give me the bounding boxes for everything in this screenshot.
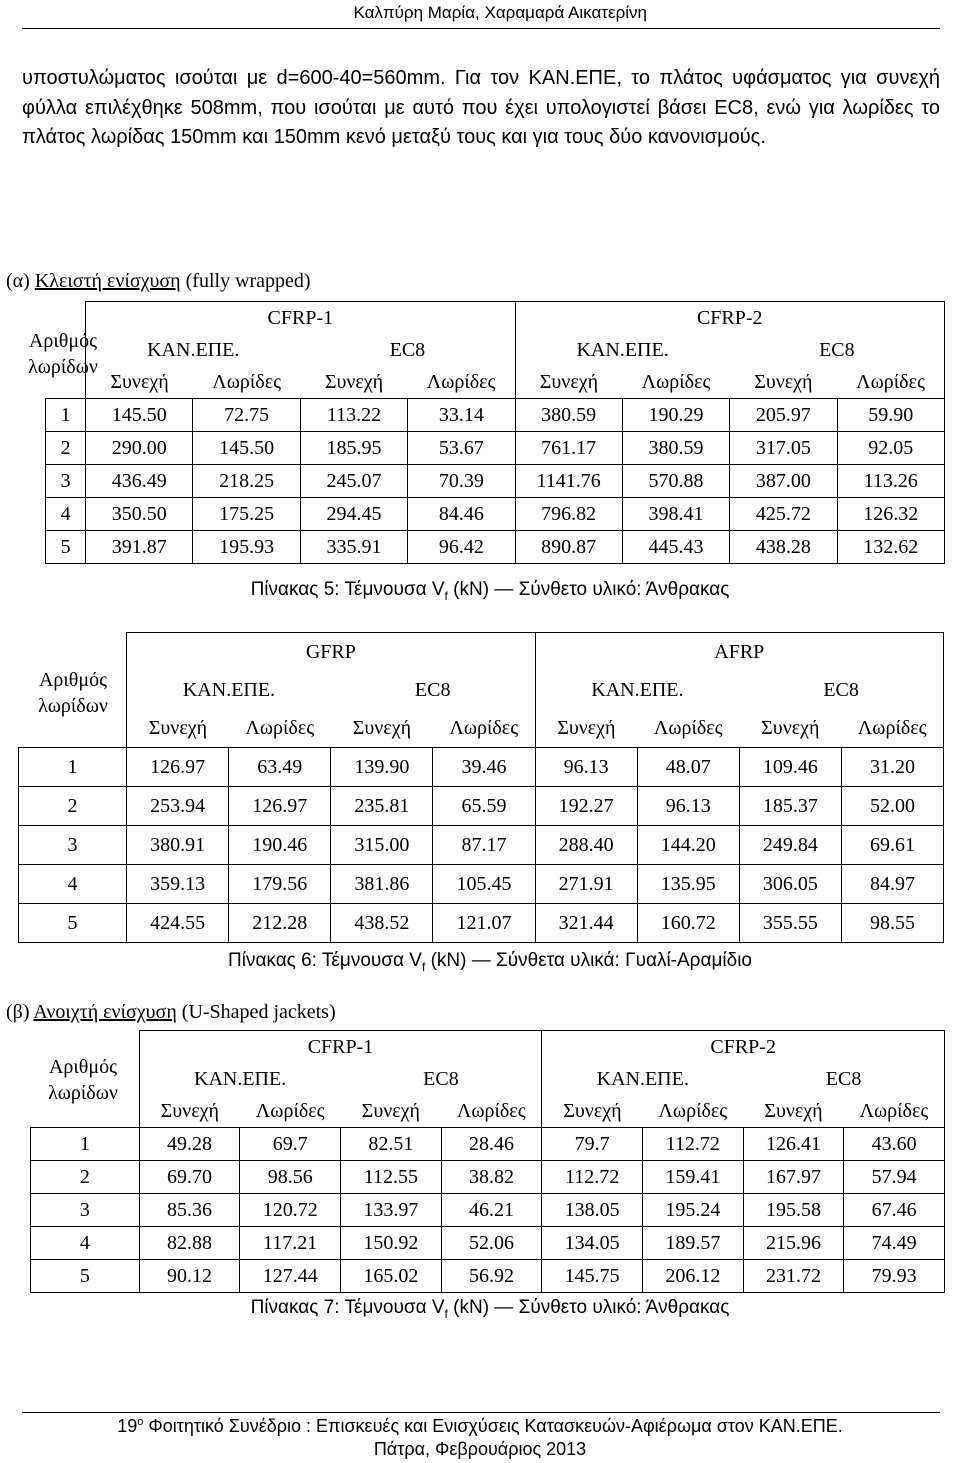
value-cell: 138.05 (542, 1194, 643, 1227)
row-number: 5 (46, 531, 86, 564)
corner-cell (19, 633, 127, 748)
value-cell: 74.49 (844, 1227, 945, 1260)
table5-caption-post: (kN) — Σύνθετο υλικό: Άνθρακας (447, 579, 730, 600)
table6-caption (0, 950, 960, 974)
footer-line-1 (0, 1416, 960, 1437)
table6-rowlabel-2: λωρίδων (38, 695, 108, 717)
value-cell: 315.00 (331, 826, 433, 865)
table-row (46, 498, 945, 531)
section-a-suffix: (fully wrapped) (180, 270, 311, 292)
value-cell: 53.67 (408, 432, 515, 465)
value-cell: 190.29 (622, 399, 729, 432)
value-cell: 145.75 (542, 1260, 643, 1293)
value-cell: 890.87 (515, 531, 622, 564)
value-cell: 570.88 (622, 465, 729, 498)
table-row (46, 399, 945, 432)
value-cell: 38.82 (441, 1161, 542, 1194)
value-cell: 185.37 (739, 787, 841, 826)
table-row (31, 1161, 945, 1194)
value-cell: 145.50 (193, 432, 300, 465)
value-cell: 96.42 (408, 531, 515, 564)
value-cell: 59.90 (837, 399, 944, 432)
value-cell: 127.44 (240, 1260, 341, 1293)
table-row (19, 748, 944, 787)
value-cell: 65.59 (433, 787, 535, 826)
group-header: AFRP (535, 633, 943, 672)
value-cell: 87.17 (433, 826, 535, 865)
code-header: EC8 (331, 671, 535, 709)
row-number: 1 (31, 1128, 140, 1161)
table6-caption-pre: Πίνακας 6: Τέμνουσα V (228, 950, 422, 971)
section-a-heading (6, 270, 311, 293)
value-cell: 69.61 (841, 826, 943, 865)
section-a-underlined: Κλειστή ενίσχυση (34, 270, 181, 292)
value-cell: 109.46 (739, 748, 841, 787)
value-cell: 117.21 (240, 1227, 341, 1260)
value-cell: 380.59 (622, 432, 729, 465)
sub-header: Συνεχή (764, 1099, 823, 1122)
value-cell: 48.07 (637, 748, 739, 787)
table5-rowlabel-1: Αριθμός (28, 330, 98, 352)
value-cell: 79.93 (844, 1260, 945, 1293)
value-cell: 92.05 (837, 432, 944, 465)
value-cell: 126.97 (127, 748, 229, 787)
code-header: ΚΑΝ.ΕΠΕ. (515, 334, 730, 366)
value-cell: 321.44 (535, 904, 637, 943)
value-cell: 135.95 (637, 865, 739, 904)
footer-line-2: Πάτρα, Φεβρουάριος 2013 (373, 1439, 587, 1459)
value-cell: 33.14 (408, 399, 515, 432)
group-header: CFRP-1 (139, 1031, 542, 1064)
value-cell: 387.00 (730, 465, 837, 498)
value-cell: 98.56 (240, 1161, 341, 1194)
table-row (31, 1128, 945, 1161)
sub-header: Συνεχή (361, 1099, 420, 1122)
value-cell: 82.51 (341, 1128, 442, 1161)
row-number: 5 (19, 904, 127, 943)
row-number: 4 (46, 498, 86, 531)
value-cell: 235.81 (331, 787, 433, 826)
sub-header: Λωρίδες (408, 366, 515, 399)
value-cell: 175.25 (193, 498, 300, 531)
value-cell: 271.91 (535, 865, 637, 904)
footer-sup: ο (137, 1416, 144, 1428)
value-cell: 249.84 (739, 826, 841, 865)
code-header: ΚΑΝ.ΕΠΕ. (542, 1063, 743, 1095)
code-header: EC8 (730, 334, 945, 366)
sub-header: Συνεχή (352, 716, 412, 739)
value-cell: 126.32 (837, 498, 944, 531)
sub-header: Λωρίδες (658, 1099, 728, 1122)
value-cell: 105.45 (433, 865, 535, 904)
code-header: EC8 (300, 334, 515, 366)
code-header: EC8 (739, 671, 943, 709)
table5-caption-pre: Πίνακας 5: Τέμνουσα V (250, 579, 445, 600)
footer-divider (22, 1412, 940, 1413)
value-cell: 185.95 (300, 432, 407, 465)
value-cell: 112.72 (542, 1161, 643, 1194)
group-header: CFRP-1 (86, 302, 515, 335)
value-cell: 206.12 (642, 1260, 743, 1293)
value-cell: 126.97 (229, 787, 331, 826)
table-7 (30, 1030, 945, 1293)
value-cell: 160.72 (637, 904, 739, 943)
value-cell: 253.94 (127, 787, 229, 826)
sub-header: Συνεχή (86, 366, 193, 399)
value-cell: 84.46 (408, 498, 515, 531)
value-cell: 67.46 (844, 1194, 945, 1227)
value-cell: 424.55 (127, 904, 229, 943)
value-cell: 195.93 (193, 531, 300, 564)
value-cell: 63.49 (229, 748, 331, 787)
value-cell: 195.58 (743, 1194, 844, 1227)
value-cell: 113.22 (300, 399, 407, 432)
row-number: 1 (46, 399, 86, 432)
value-cell: 134.05 (542, 1227, 643, 1260)
value-cell: 113.26 (837, 465, 944, 498)
value-cell: 96.13 (535, 748, 637, 787)
value-cell: 43.60 (844, 1128, 945, 1161)
value-cell: 438.28 (730, 531, 837, 564)
table6-rowlabel-1: Αριθμός (38, 669, 108, 691)
value-cell: 212.28 (229, 904, 331, 943)
value-cell: 192.27 (535, 787, 637, 826)
row-number: 2 (46, 432, 86, 465)
value-cell: 145.50 (86, 399, 193, 432)
section-b-suffix: (U-Shaped jackets) (176, 1001, 336, 1023)
footer-number: 19 (117, 1416, 138, 1436)
table-row (46, 531, 945, 564)
footer-text: Φοιτητικό Συνέδριο : Επισκευές και Ενισχύσεις Κατασκευών-Αφιέρωμα στον ΚΑΝ.ΕΠΕ. (143, 1416, 843, 1436)
group-header: GFRP (127, 633, 535, 672)
section-b-heading (6, 1001, 336, 1024)
value-cell: 49.28 (139, 1128, 240, 1161)
value-cell: 355.55 (739, 904, 841, 943)
table6-caption-post: (kN) — Σύνθετα υλικά: Γυαλί-Αραμίδιο (425, 950, 752, 971)
table-row (19, 865, 944, 904)
table-row (46, 432, 945, 465)
table-row (31, 1260, 945, 1293)
row-number: 3 (46, 465, 86, 498)
value-cell: 46.21 (441, 1194, 542, 1227)
table7-caption-post: (kN) — Σύνθετο υλικό: Άνθρακας (447, 1297, 730, 1318)
value-cell: 85.36 (139, 1194, 240, 1227)
value-cell: 294.45 (300, 498, 407, 531)
table7-rowlabel-1: Αριθμός (48, 1056, 118, 1078)
table6-caption-sub: f (421, 959, 426, 974)
value-cell: 445.43 (622, 531, 729, 564)
value-cell: 380.91 (127, 826, 229, 865)
sub-header: Λωρίδες (641, 370, 711, 393)
value-cell: 72.75 (193, 399, 300, 432)
value-cell: 245.07 (300, 465, 407, 498)
value-cell: 133.97 (341, 1194, 442, 1227)
sub-header: Συνεχή (761, 716, 820, 739)
value-cell: 31.20 (841, 748, 943, 787)
value-cell: 218.25 (193, 465, 300, 498)
value-cell: 190.46 (229, 826, 331, 865)
row-number: 2 (19, 787, 127, 826)
code-header: ΚΑΝ.ΕΠΕ. (139, 1063, 340, 1095)
value-cell: 335.91 (300, 531, 407, 564)
sub-header: Λωρίδες (245, 716, 315, 739)
value-cell: 436.49 (86, 465, 193, 498)
group-header: CFRP-2 (542, 1031, 945, 1064)
sub-header: Συνεχή (542, 1095, 643, 1128)
row-number: 1 (19, 748, 127, 787)
sub-header: Λωρίδες (441, 1095, 542, 1128)
table5-caption-sub: f (444, 588, 448, 603)
table-row (19, 826, 944, 865)
value-cell: 380.59 (515, 399, 622, 432)
section-b-underlined: Ανοιχτή ενίσχυση (33, 1001, 177, 1023)
sub-header: Συνεχή (324, 370, 384, 393)
row-number: 2 (31, 1161, 140, 1194)
value-cell: 132.62 (837, 531, 944, 564)
row-number: 3 (31, 1194, 140, 1227)
code-header: EC8 (341, 1063, 542, 1095)
value-cell: 317.05 (730, 432, 837, 465)
table-row (31, 1227, 945, 1260)
value-cell: 159.41 (642, 1161, 743, 1194)
group-header: CFRP-2 (515, 302, 945, 335)
value-cell: 288.40 (535, 826, 637, 865)
sub-header: Λωρίδες (433, 709, 535, 748)
value-cell: 195.24 (642, 1194, 743, 1227)
value-cell: 28.46 (441, 1128, 542, 1161)
table-row (19, 787, 944, 826)
value-cell: 90.12 (139, 1260, 240, 1293)
row-number: 3 (19, 826, 127, 865)
value-cell: 150.92 (341, 1227, 442, 1260)
corner-cell (46, 302, 86, 399)
sub-header: Συνεχή (535, 709, 637, 748)
value-cell: 126.41 (743, 1128, 844, 1161)
value-cell: 205.97 (730, 399, 837, 432)
sub-header: Λωρίδες (212, 370, 282, 393)
body-paragraph: υποστυλώματος ισούται με d=600-40=560mm. Για τον ΚΑΝ.ΕΠΕ, το πλάτος υφάσματος για συνεχή φύλλα επιλέχθηκε 508mm, που ισούται με αυτό που έχει υπολογιστεί βάσει EC8, ενώ για λωρίδες το πλάτος λωρίδας 150mm και 150mm κενό μεταξύ τους και για τους δύο κανονισμούς. (22, 67, 940, 148)
row-number: 5 (31, 1260, 140, 1293)
value-cell: 84.97 (841, 865, 943, 904)
value-cell: 82.88 (139, 1227, 240, 1260)
value-cell: 189.57 (642, 1227, 743, 1260)
table5-rowlabel-2: λωρίδων (28, 356, 98, 378)
sub-header: Συνεχή (515, 366, 622, 399)
value-cell: 350.50 (86, 498, 193, 531)
value-cell: 70.39 (408, 465, 515, 498)
header-divider (22, 28, 940, 29)
value-cell: 112.72 (642, 1128, 743, 1161)
sub-header: Συνεχή (139, 1095, 240, 1128)
table7-caption (0, 1297, 960, 1321)
value-cell: 359.13 (127, 865, 229, 904)
value-cell: 39.46 (433, 748, 535, 787)
value-cell: 381.86 (331, 865, 433, 904)
code-header: ΚΑΝ.ΕΠΕ. (86, 334, 301, 366)
table-6 (18, 632, 944, 943)
sub-header: Συνεχή (127, 709, 229, 748)
value-cell: 438.52 (331, 904, 433, 943)
table-row (31, 1194, 945, 1227)
section-b-prefix: (β) (6, 1001, 34, 1023)
sub-header: Συνεχή (754, 370, 813, 393)
code-header: EC8 (743, 1063, 944, 1095)
value-cell: 69.70 (139, 1161, 240, 1194)
table5-caption (0, 579, 960, 603)
value-cell: 69.7 (240, 1128, 341, 1161)
table-5 (45, 301, 945, 564)
row-number: 4 (31, 1227, 140, 1260)
table7-caption-pre: Πίνακας 7: Τέμνουσα V (250, 1297, 445, 1318)
table-row (46, 465, 945, 498)
value-cell: 120.72 (240, 1194, 341, 1227)
value-cell: 215.96 (743, 1227, 844, 1260)
sub-header: Λωρίδες (844, 1095, 945, 1128)
value-cell: 96.13 (637, 787, 739, 826)
value-cell: 796.82 (515, 498, 622, 531)
value-cell: 761.17 (515, 432, 622, 465)
value-cell: 79.7 (542, 1128, 643, 1161)
value-cell: 398.41 (622, 498, 729, 531)
page-header: Καλπύρη Μαρία, Χαραμαρά Αικατερίνη (353, 3, 647, 22)
value-cell: 391.87 (86, 531, 193, 564)
table-row (19, 904, 944, 943)
sub-header: Λωρίδες (837, 366, 944, 399)
value-cell: 179.56 (229, 865, 331, 904)
sub-header: Λωρίδες (255, 1099, 325, 1122)
row-number: 4 (19, 865, 127, 904)
value-cell: 425.72 (730, 498, 837, 531)
value-cell: 52.00 (841, 787, 943, 826)
code-header: ΚΑΝ.ΕΠΕ. (535, 671, 739, 709)
value-cell: 290.00 (86, 432, 193, 465)
value-cell: 1141.76 (515, 465, 622, 498)
value-cell: 52.06 (441, 1227, 542, 1260)
value-cell: 165.02 (341, 1260, 442, 1293)
value-cell: 231.72 (743, 1260, 844, 1293)
sub-header: Λωρίδες (653, 716, 723, 739)
value-cell: 56.92 (441, 1260, 542, 1293)
value-cell: 98.55 (841, 904, 943, 943)
table7-rowlabel-2: λωρίδων (48, 1082, 118, 1104)
section-a-prefix: (α) (6, 270, 35, 292)
table7-caption-sub: f (444, 1306, 448, 1321)
value-cell: 112.55 (341, 1161, 442, 1194)
value-cell: 139.90 (331, 748, 433, 787)
value-cell: 57.94 (844, 1161, 945, 1194)
value-cell: 167.97 (743, 1161, 844, 1194)
value-cell: 144.20 (637, 826, 739, 865)
corner-cell (31, 1031, 140, 1128)
sub-header: Λωρίδες (841, 709, 943, 748)
value-cell: 121.07 (433, 904, 535, 943)
code-header: ΚΑΝ.ΕΠΕ. (127, 671, 331, 709)
value-cell: 306.05 (739, 865, 841, 904)
